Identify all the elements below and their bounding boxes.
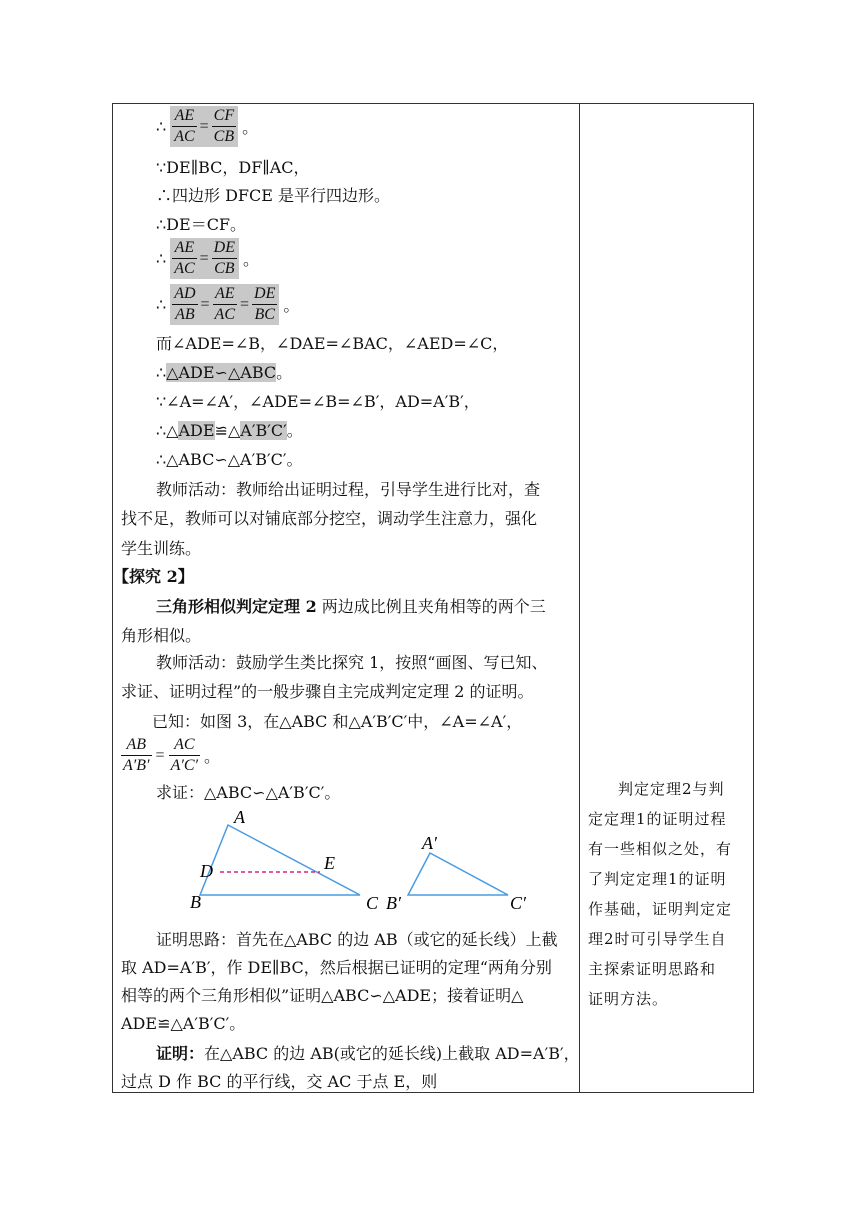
text: 两边成比例且夹角相等的两个三 [316, 597, 546, 616]
line-11: ∴△ABC∽△A′B′C′。 [156, 450, 303, 469]
line-6 [156, 284, 299, 325]
side-note-line: 作基础，证明判定定 [588, 900, 733, 918]
theorem-2-line-2: 角形相似。 [121, 626, 202, 645]
frac-den: AC [174, 260, 195, 277]
label-d: D [200, 861, 213, 881]
line-8 [156, 362, 292, 384]
given-line-1: 已知：如图 3，在△ABC 和△A′B′C′中，∠A=∠A′， [152, 712, 523, 731]
frac-den: AC [174, 128, 195, 145]
theorem-title: 三角形相似判定定理 2 [156, 597, 317, 616]
highlight-abc-prime: A′B′C′ [240, 421, 287, 440]
label-a: A [234, 807, 245, 827]
label-c-prime: C′ [510, 893, 526, 913]
side-note-line: 主探索证明思路和 [588, 960, 717, 978]
period: 。 [286, 421, 303, 440]
therefore-symbol: ∴ [156, 118, 167, 136]
highlight-equation-2: $\frac{AE}{AC}$ = $\frac{DE}{CB}$ [170, 238, 239, 279]
idea-line-3: 相等的两个三角形相似”证明△ABC∽△ADE；接着证明△ [121, 986, 524, 1005]
frac-den: AB [175, 306, 195, 323]
period: 。 [243, 252, 260, 269]
teacher-activity-1-line-2: 找不足，教师可以对铺底部分挖空，调动学生注意力，强化 [121, 509, 538, 528]
line-10 [156, 420, 303, 442]
period: 。 [242, 120, 259, 137]
frac-den: A′B′ [123, 757, 150, 774]
text: ∴△ [156, 421, 179, 440]
highlight-ade: ADE [178, 421, 215, 440]
teacher-activity-2-line-1: 教师活动：鼓励学生类比探究 1，按照“画图、写已知、 [156, 653, 548, 672]
proof-line-2: 过点 D 作 BC 的平行线，交 AC 于点 E，则 [121, 1072, 438, 1091]
teacher-activity-2-line-2: 求证、证明过程”的一般步骤自主完成判定定理 2 的证明。 [121, 682, 534, 701]
line-2: ∵DE∥BC，DF∥AC， [156, 158, 310, 177]
frac-num: AB [121, 735, 152, 756]
label-c: C [366, 893, 379, 913]
given-ratio: $\frac{AB}{A'B'}$ = $\frac{AC}{A'C'}$ 。 [123, 736, 221, 774]
prove-line: 求证：△ABC∽△A′B′C′。 [156, 783, 341, 802]
text: 在△ABC 的边 AB(或它的延长线)上截取 AD=A′B′， [204, 1044, 580, 1063]
frac-num: DE [252, 284, 277, 305]
label-b-prime: B′ [386, 893, 401, 913]
teacher-activity-1-line-3: 学生训练。 [121, 539, 202, 558]
frac-num: AD [172, 284, 197, 305]
frac-num: CF [212, 106, 236, 127]
proof-label: 证明： [156, 1044, 205, 1063]
idea-line-4: ADE≌△A′B′C′。 [121, 1014, 246, 1033]
line-1 [156, 106, 258, 147]
period: 。 [283, 298, 300, 315]
frac-den: AC [214, 306, 235, 323]
frac-den: CB [213, 128, 235, 145]
line-7: 而∠ADE=∠B，∠DAE=∠BAC，∠AED=∠C， [156, 334, 509, 353]
frac-num: AE [172, 238, 196, 259]
frac-num: AC [169, 735, 200, 756]
line-5 [156, 238, 259, 279]
line-4: ∴DE＝CF。 [156, 215, 247, 234]
theorem-2-line-1 [156, 596, 546, 618]
idea-line-2: 取 AD=A′B′，作 DE∥BC，然后根据已证明的定理“两角分别 [121, 958, 552, 977]
therefore-symbol: ∴ [156, 363, 167, 382]
therefore-symbol: ∴ [156, 250, 167, 268]
highlight-equation-1: $\frac{AE}{AC}$ = $\frac{CF}{CB}$ [170, 106, 238, 147]
highlight-equation-3: $\frac{AD}{AB}$ = $\frac{AE}{AC}$ = $\frac{DE}{BC}$ [170, 284, 279, 325]
side-note [588, 774, 746, 1014]
period: 。 [204, 749, 221, 766]
idea-line-1: 证明思路：首先在△ABC 的边 AB（或它的延长线）上截 [156, 930, 558, 949]
frac-num: DE [212, 238, 237, 259]
highlight-similar: △ADE∽△ABC [166, 363, 277, 382]
side-note-line: 了判定定理1的证明 [588, 870, 727, 888]
side-note-line: 定定理1的证明过程 [588, 810, 727, 828]
side-note-line: 判定定理2与判 [618, 780, 725, 798]
side-note-line: 证明方法。 [588, 990, 669, 1008]
section-heading: 【探究 2】 [113, 567, 194, 586]
text: ≌△ [214, 421, 241, 440]
frac-num: AE [213, 284, 237, 305]
period: 。 [276, 363, 293, 382]
label-b: B [190, 892, 201, 912]
triangle-figure [180, 805, 550, 915]
triangle-abc-prime [408, 853, 508, 895]
frac-den: CB [214, 260, 235, 277]
side-note-line: 有一些相似之处，有 [588, 840, 733, 858]
teacher-activity-1-line-1: 教师活动：教师给出证明过程，引导学生进行比对，查 [156, 480, 541, 499]
label-a-prime: A′ [422, 833, 437, 853]
frac-den: A′C′ [170, 757, 199, 774]
proof-line-1 [156, 1043, 580, 1065]
label-e: E [324, 853, 335, 873]
side-note-line: 理2时可引导学生自 [588, 930, 727, 948]
frac-den: BC [254, 306, 275, 323]
column-divider [579, 103, 580, 1093]
triangle-abc [200, 825, 360, 895]
line-3: ∴四边形 DFCE 是平行四边形。 [156, 186, 391, 205]
frac-num: AE [172, 106, 196, 127]
therefore-symbol: ∴ [156, 296, 167, 314]
line-9: ∵∠A=∠A′，∠ADE=∠B=∠B′，AD=A′B′， [156, 392, 480, 411]
